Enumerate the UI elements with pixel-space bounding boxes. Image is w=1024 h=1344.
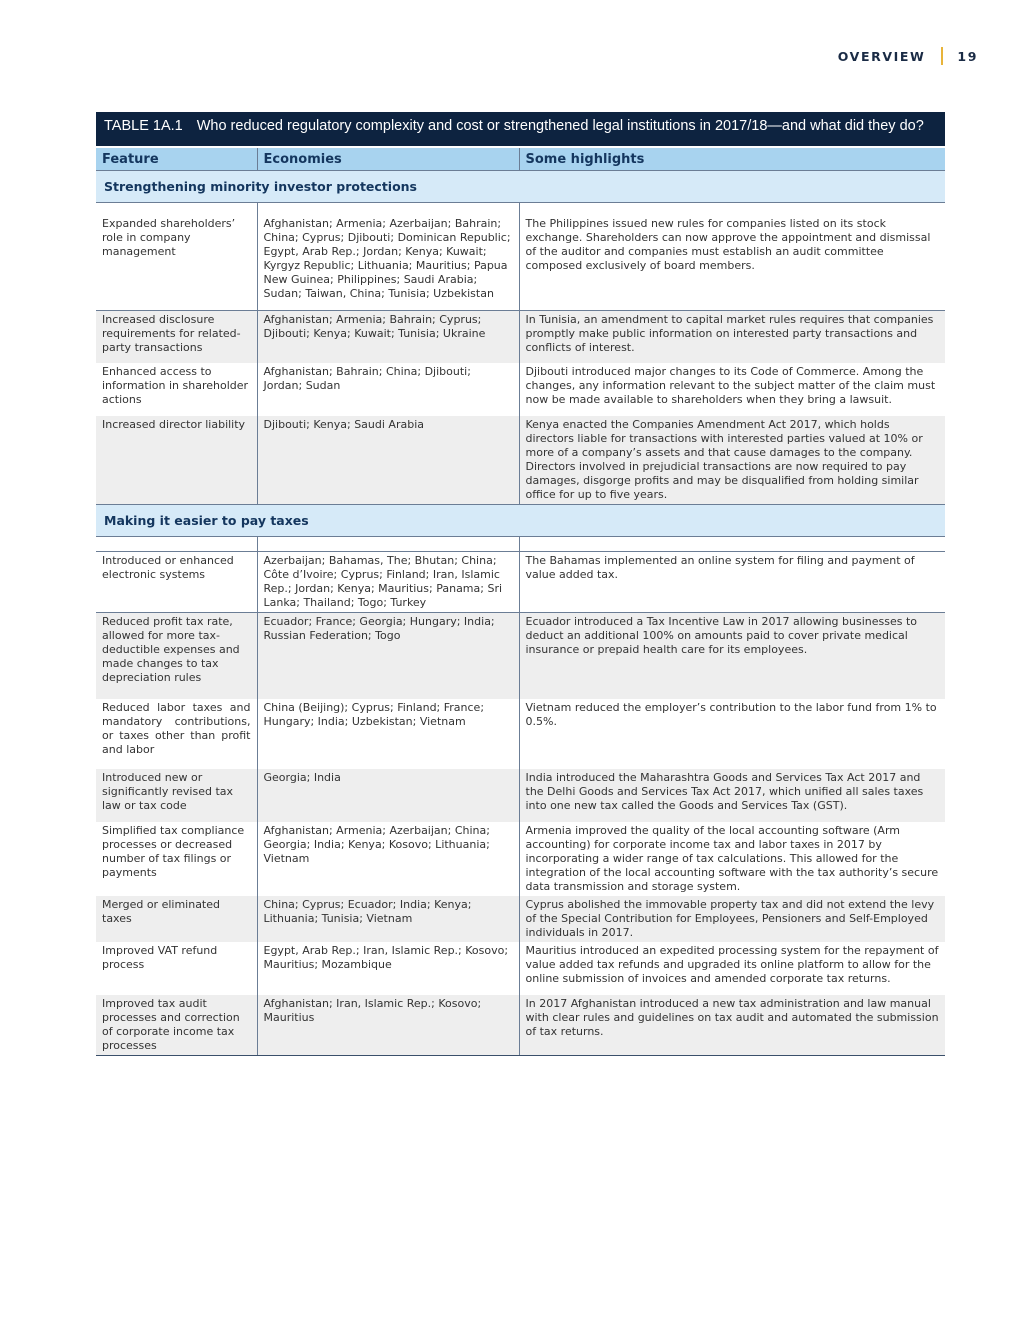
economies-cell: Djibouti; Kenya; Saudi Arabia <box>257 416 519 505</box>
economies-cell: Afghanistan; Armenia; Azerbaijan; China; Georgia; India; Kenya; Kosovo; Lithuania; Vietnam <box>257 822 519 896</box>
highlight-cell: The Philippines issued new rules for companies listed on its stock exchange. Shareholders can now approve the appointment and dismissal of the auditor and companies must establish an audit committee composed exclusively of board members. <box>519 215 945 310</box>
section-name: OVERVIEW <box>837 48 926 64</box>
reforms-table <box>96 146 945 1056</box>
economies-cell: Afghanistan; Armenia; Bahrain; Cyprus; Djibouti; Kenya; Kuwait; Tunisia; Ukraine <box>257 310 519 363</box>
economies-cell: Afghanistan; Iran, Islamic Rep.; Kosovo; Mauritius <box>257 995 519 1056</box>
table-row <box>96 363 945 416</box>
table-row <box>96 613 945 699</box>
economies-cell: China (Beijing); Cyprus; Finland; France; Hungary; India; Uzbekistan; Vietnam <box>257 699 519 769</box>
table-row <box>96 552 945 613</box>
column-header-highlights: Some highlights <box>519 147 945 171</box>
page-number: 19 <box>957 48 978 64</box>
feature-cell: Reduced labor taxes and mandatory contributions, or taxes other than profit and labor <box>96 699 257 769</box>
table-row <box>96 699 945 769</box>
column-header-economies: Economies <box>257 147 519 171</box>
table-row <box>96 995 945 1056</box>
highlight-cell: Djibouti introduced major changes to its Code of Commerce. Among the changes, any information relevant to the subject matter of the claim must now be made available to shareholders when they bring a lawsuit. <box>525 365 936 406</box>
section-title-paying-taxes: Making it easier to pay taxes <box>96 505 945 537</box>
highlight-cell: Armenia improved the quality of the local accounting software (Arm accounting) for corporate income tax and labor taxes in 2017 by incorporating a wider range of tax calculations. This allowed for the integration of the local accounting software with the tax authority’s secure data transmission and storage system. <box>525 823 939 893</box>
running-head <box>838 47 978 65</box>
economies-cell: Ecuador; France; Georgia; Hungary; India; Russian Federation; Togo <box>257 613 519 699</box>
economies-cell: Egypt, Arab Rep.; Iran, Islamic Rep.; Kosovo; Mauritius; Mozambique <box>257 942 519 995</box>
feature-cell: Increased director liability <box>96 416 257 505</box>
feature-cell: Enhanced access to information in shareholder actions <box>96 363 257 416</box>
feature-cell: Increased disclosure requirements for related-party transactions <box>96 310 257 363</box>
section-row <box>96 505 945 537</box>
feature-cell: Reduced profit tax rate, allowed for more tax- deductible expenses and made changes to tax depreciation rules <box>96 613 257 699</box>
table-header-row <box>96 147 945 171</box>
section-title-investor-protections: Strengthening minority investor protections <box>96 171 945 203</box>
feature-cell: Simplified tax compliance processes or decreased number of tax filings or payments <box>96 822 257 896</box>
feature-cell: Improved tax audit processes and correction of corporate income tax processes <box>96 995 257 1056</box>
table-container <box>96 112 945 1056</box>
table-row <box>96 769 945 822</box>
table-title-bar <box>96 112 945 146</box>
highlight-cell: In 2017 Afghanistan introduced a new tax administration and law manual with clear rules and guidelines on tax audit and automated the submission of tax returns. <box>519 995 945 1056</box>
highlight-cell: Vietnam reduced the employer’s contribution to the labor fund from 1% to 0.5%. <box>525 700 937 728</box>
table-title: Who reduced regulatory complexity and cost or strengthened legal institutions in 2017/18—and what did they do? <box>196 118 924 134</box>
feature-cell: Introduced or enhanced electronic systems <box>96 552 257 613</box>
table-row <box>96 215 945 310</box>
header-divider <box>941 47 943 65</box>
highlight-cell: Ecuador introduced a Tax Incentive Law in 2017 allowing businesses to deduct an additional 100% on amounts paid to cover private medical insurance or prepaid health care for its employees. <box>519 613 945 699</box>
highlight-cell: In Tunisia, an amendment to capital market rules requires that companies promptly make public information on interested party transactions and conflicts of interest. <box>519 310 945 363</box>
highlight-cell: India introduced the Maharashtra Goods and Services Tax Act 2017 and the Delhi Goods and Services Tax Act 2017, which unified all sales taxes into one new tax called the Goods and Services Tax (GST). <box>519 769 945 822</box>
economies-cell: Afghanistan; Bahrain; China; Djibouti; Jordan; Sudan <box>257 363 519 416</box>
highlight-cell: Kenya enacted the Companies Amendment Act 2017, which holds directors liable for transactions with interested parties valued at 10% or more of a company’s assets and that cause damages to the company. Directors involved in prejudicial transactions are now required to pay damages, disgorge profits and may be disqualified from holding similar office for up to five years. <box>519 416 945 505</box>
highlight-cell: The Bahamas implemented an online system for filing and payment of value added tax. <box>519 552 945 613</box>
feature-cell: Expanded shareholders’ role in company management <box>96 215 257 310</box>
table-row <box>96 942 945 995</box>
section-row <box>96 171 945 203</box>
economies-cell: China; Cyprus; Ecuador; India; Kenya; Lithuania; Tunisia; Vietnam <box>257 896 519 942</box>
economies-cell: Georgia; India <box>257 769 519 822</box>
column-header-feature: Feature <box>96 147 257 171</box>
feature-cell: Merged or eliminated taxes <box>96 896 257 942</box>
table-row <box>96 310 945 363</box>
highlight-cell: Cyprus abolished the immovable property tax and did not extend the levy of the Special Contribution for Employees, Pensioners and Self-Employed individuals in 2017. <box>519 896 945 942</box>
highlight-cell: Mauritius introduced an expedited processing system for the repayment of value added tax refunds and upgraded its online platform to allow for the online submission of invoices and amended corporate tax returns. <box>525 943 939 985</box>
table-row <box>96 416 945 505</box>
table-label: TABLE 1A.1 <box>104 118 183 134</box>
feature-cell: Improved VAT refund process <box>96 942 257 995</box>
table-row <box>96 896 945 942</box>
economies-cell: Afghanistan; Armenia; Azerbaijan; Bahrain; China; Cyprus; Djibouti; Dominican Republic; Egypt, Arab Rep.; Jordan; Kenya; Kuwait; Kyrgyz Republic; Lithuania; Mauritius; Papua New Guinea; Philippines; Saudi Arabia; Sudan; Taiwan, China; Tunisia; Uzbekistan <box>257 215 519 310</box>
economies-cell: Azerbaijan; Bahamas, The; Bhutan; China; Côte d’Ivoire; Cyprus; Finland; Iran, Islamic Rep.; Jordan; Kenya; Mauritius; Panama; Sri Lanka; Thailand; Togo; Turkey <box>257 552 519 613</box>
feature-cell: Introduced new or significantly revised tax law or tax code <box>96 769 257 822</box>
table-row <box>96 822 945 896</box>
